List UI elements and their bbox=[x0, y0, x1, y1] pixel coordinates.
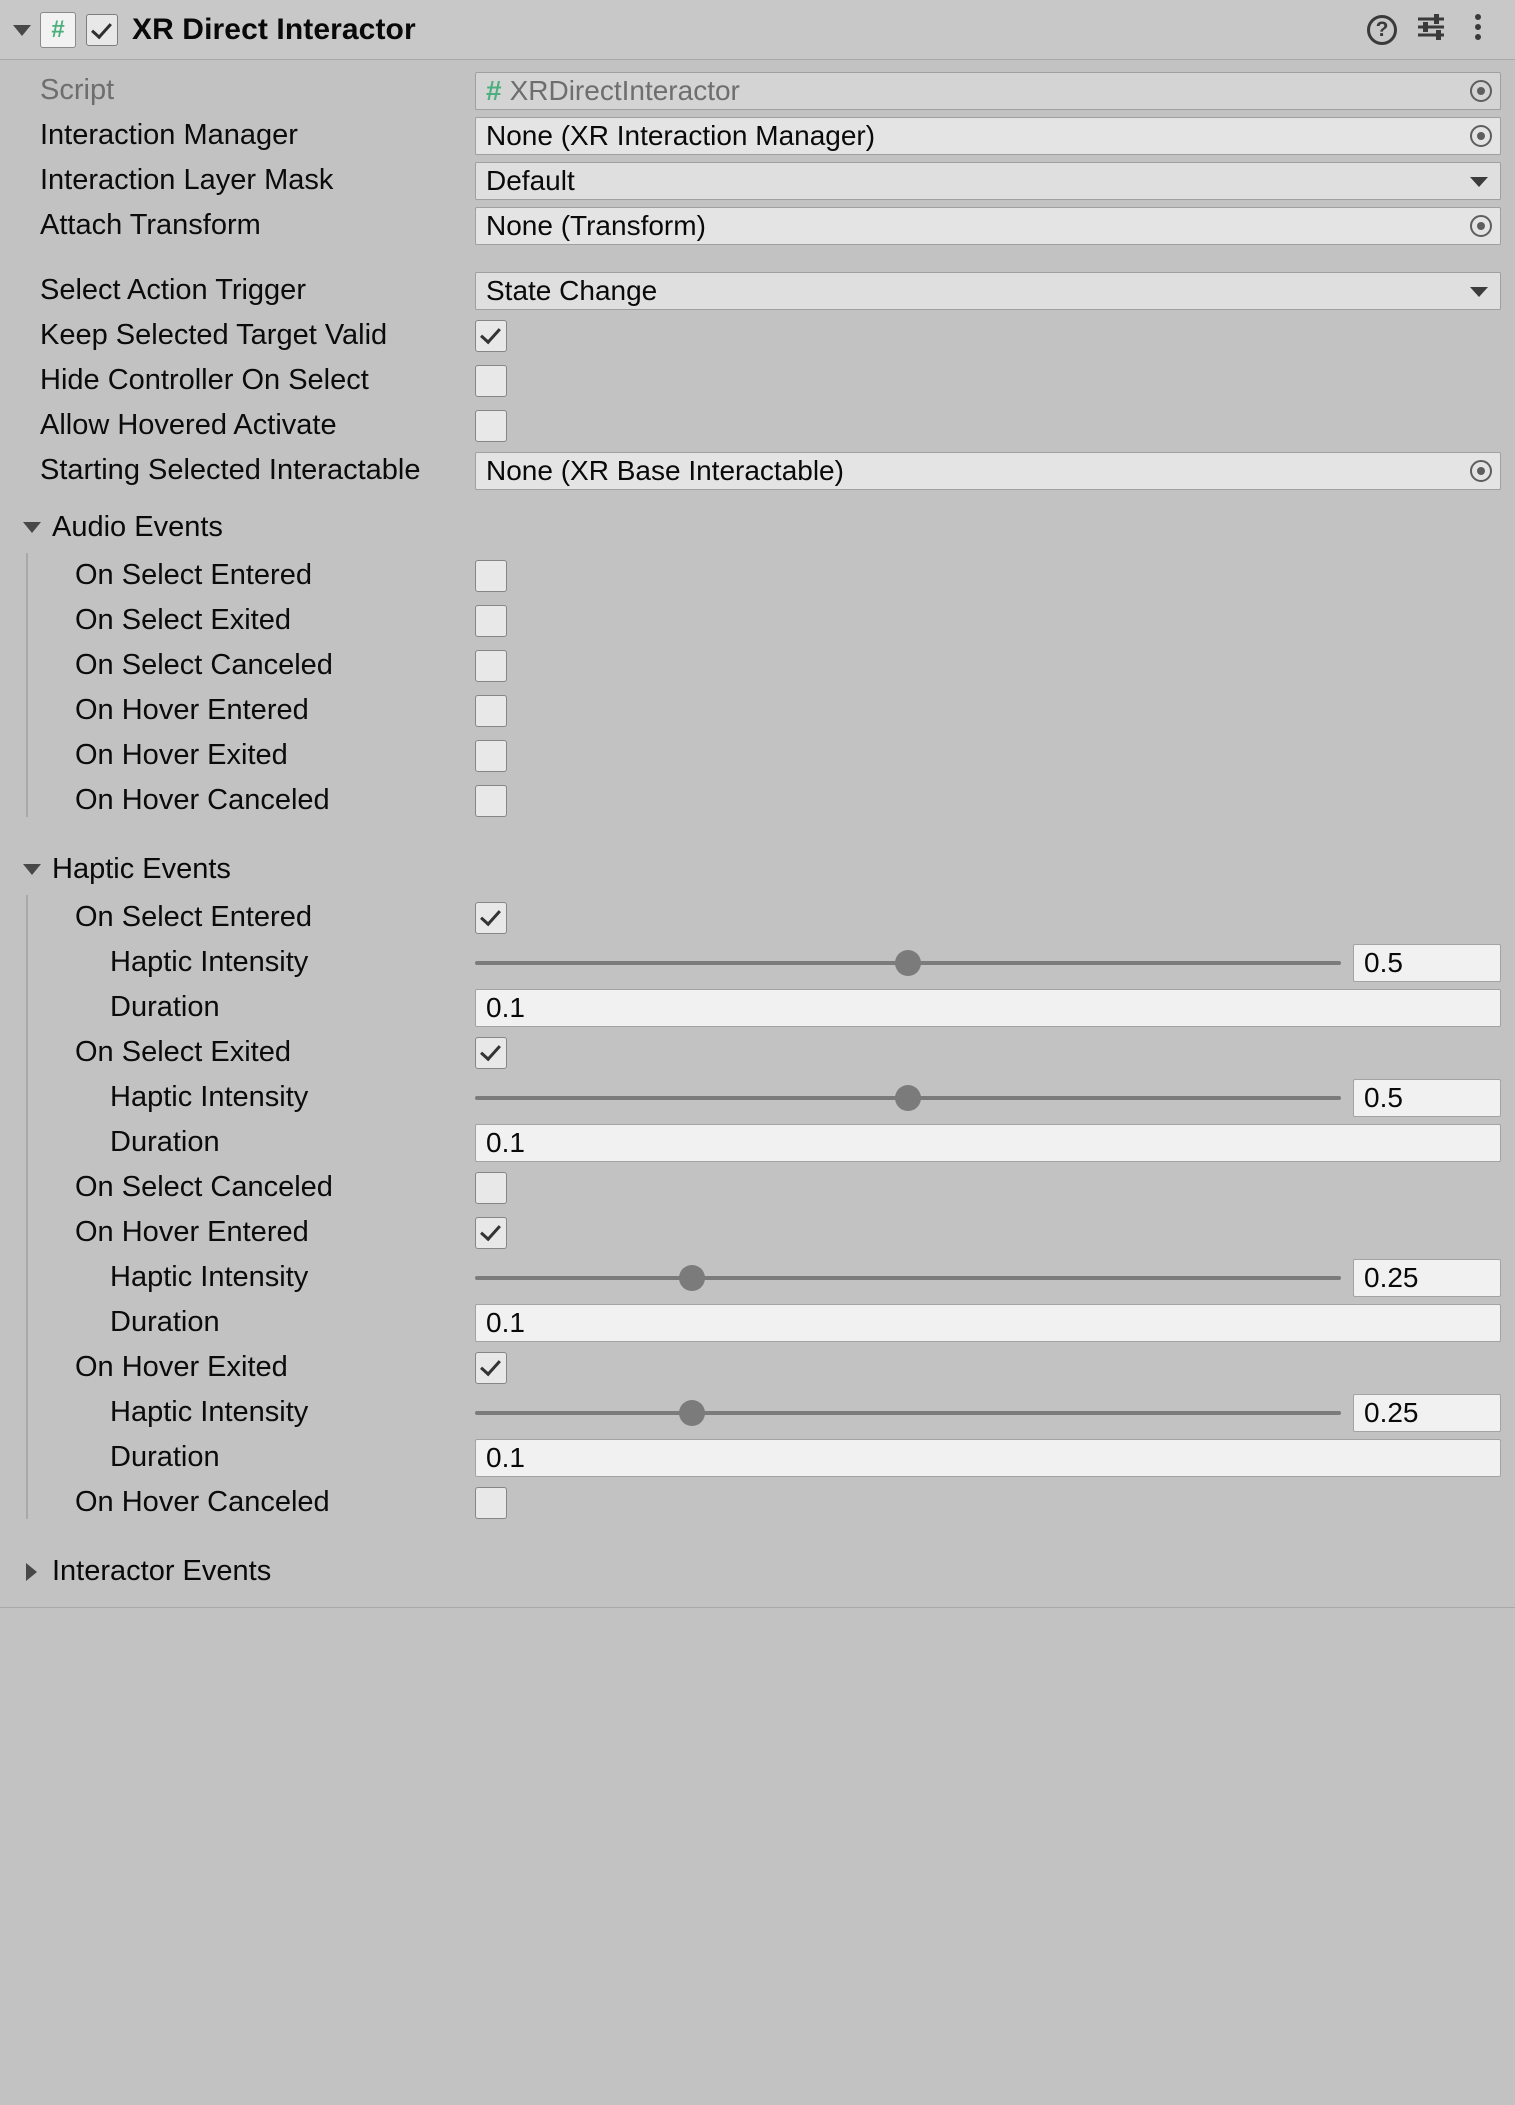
haptic-on-select-canceled-label: On Select Canceled bbox=[75, 1171, 333, 1203]
haptic-on-select-canceled-field bbox=[475, 1172, 1515, 1204]
haptic-on-select-exited-checkbox[interactable] bbox=[475, 1037, 507, 1069]
interaction-layer-mask-field-wrap bbox=[475, 162, 1515, 200]
slider-knob[interactable] bbox=[895, 1085, 921, 1111]
audio-on-hover-exited-label: On Hover Exited bbox=[75, 739, 288, 771]
haptic-intensity-label: Haptic Intensity bbox=[110, 946, 309, 978]
haptic-intensity-label: Haptic Intensity bbox=[110, 1396, 309, 1428]
haptic-events-group bbox=[0, 895, 1515, 1525]
starting-selected-interactable-field-wrap bbox=[475, 452, 1515, 490]
haptic-duration-row bbox=[0, 1120, 1515, 1165]
haptic-intensity-slider-0[interactable] bbox=[475, 944, 1341, 982]
slider-knob[interactable] bbox=[895, 950, 921, 976]
audio-on-hover-entered-field bbox=[475, 695, 1515, 727]
script-value: XRDirectInteractor bbox=[509, 74, 740, 106]
hide-controller-on-select-field-wrap bbox=[475, 365, 1515, 397]
interaction-layer-mask-value: Default bbox=[486, 164, 575, 196]
section-gap-1 bbox=[0, 248, 1515, 268]
audio-events-foldout-arrow-icon[interactable] bbox=[20, 516, 42, 538]
component-enabled-checkbox[interactable] bbox=[86, 14, 118, 46]
section-gap-4 bbox=[0, 1525, 1515, 1545]
script-badge-glyph: # bbox=[51, 15, 65, 43]
attach-transform-field-wrap bbox=[475, 207, 1515, 245]
audio-on-select-canceled-checkbox[interactable] bbox=[475, 650, 507, 682]
haptic-duration-label: Duration bbox=[110, 1441, 220, 1473]
help-icon[interactable]: ? bbox=[1367, 11, 1405, 49]
audio-on-select-exited-checkbox[interactable] bbox=[475, 605, 507, 637]
select-action-trigger-dropdown[interactable] bbox=[475, 272, 1501, 310]
audio-on-select-exited-field bbox=[475, 605, 1515, 637]
haptic-duration-row bbox=[0, 1300, 1515, 1345]
haptic-intensity-value-3[interactable]: 0.25 bbox=[1353, 1259, 1501, 1297]
script-object-picker-icon bbox=[1470, 80, 1492, 102]
haptic-on-hover-entered-label: On Hover Entered bbox=[75, 1216, 309, 1248]
allow-hovered-activate-label: Allow Hovered Activate bbox=[40, 409, 337, 441]
haptic-intensity-row bbox=[0, 940, 1515, 985]
haptic-intensity-label: Haptic Intensity bbox=[110, 1081, 309, 1113]
keep-selected-target-valid-field-wrap bbox=[475, 320, 1515, 352]
haptic-intensity-slider-4[interactable] bbox=[475, 1394, 1341, 1432]
starting-selected-interactable-value: None (XR Base Interactable) bbox=[486, 454, 844, 486]
interaction-manager-field-wrap bbox=[475, 117, 1515, 155]
property-row-keep-selected-target-valid bbox=[0, 313, 1515, 358]
script-badge-icon bbox=[40, 12, 76, 48]
haptic-intensity-row bbox=[0, 1390, 1515, 1435]
haptic-on-hover-entered-checkbox[interactable] bbox=[475, 1217, 507, 1249]
haptic-event-row bbox=[0, 1165, 1515, 1210]
haptic-duration-field bbox=[475, 1304, 1515, 1342]
select-action-trigger-value: State Change bbox=[486, 274, 658, 306]
property-row-script bbox=[0, 68, 1515, 113]
audio-on-hover-entered-checkbox[interactable] bbox=[475, 695, 507, 727]
property-row-hide-controller-on-select bbox=[0, 358, 1515, 403]
section-haptic-events[interactable] bbox=[0, 843, 1515, 895]
property-row-attach-transform bbox=[0, 203, 1515, 248]
attach-transform-object-picker-icon[interactable] bbox=[1470, 215, 1492, 237]
audio-on-hover-exited-checkbox[interactable] bbox=[475, 740, 507, 772]
haptic-event-row bbox=[0, 1030, 1515, 1075]
select-action-trigger-label: Select Action Trigger bbox=[40, 274, 306, 306]
slider-knob[interactable] bbox=[679, 1265, 705, 1291]
haptic-intensity-slider-1[interactable] bbox=[475, 1079, 1341, 1117]
haptic-event-row bbox=[0, 895, 1515, 940]
starting-selected-interactable-object-picker-icon[interactable] bbox=[1470, 460, 1492, 482]
haptic-on-select-exited-label: On Select Exited bbox=[75, 1036, 291, 1068]
haptic-duration-value-1[interactable]: 0.1 bbox=[475, 1124, 1501, 1162]
haptic-on-select-exited-field bbox=[475, 1037, 1515, 1069]
preset-icon[interactable] bbox=[1415, 11, 1453, 49]
audio-on-hover-exited-field bbox=[475, 740, 1515, 772]
haptic-on-hover-exited-field bbox=[475, 1352, 1515, 1384]
property-row-allow-hovered-activate bbox=[0, 403, 1515, 448]
haptic-event-row bbox=[0, 1345, 1515, 1390]
haptic-duration-field bbox=[475, 1439, 1515, 1477]
haptic-duration-value-4[interactable]: 0.1 bbox=[475, 1439, 1501, 1477]
attach-transform-label: Attach Transform bbox=[40, 209, 261, 241]
haptic-duration-label: Duration bbox=[110, 1126, 220, 1158]
interaction-manager-object-field[interactable] bbox=[475, 117, 1501, 155]
interaction-manager-value: None (XR Interaction Manager) bbox=[486, 119, 876, 151]
allow-hovered-activate-field-wrap bbox=[475, 410, 1515, 442]
bottom-divider bbox=[0, 1607, 1515, 1608]
haptic-duration-value-3[interactable]: 0.1 bbox=[475, 1304, 1501, 1342]
audio-event-row bbox=[0, 598, 1515, 643]
audio-event-row bbox=[0, 553, 1515, 598]
hide-controller-on-select-checkbox[interactable] bbox=[475, 365, 507, 397]
interaction-manager-object-picker-icon[interactable] bbox=[1470, 125, 1492, 147]
script-type-icon: # bbox=[486, 74, 502, 106]
interactor-events-title: Interactor Events bbox=[52, 1554, 272, 1587]
chevron-down-icon bbox=[1470, 287, 1488, 297]
page-title: XR Direct Interactor bbox=[132, 12, 416, 46]
keep-selected-target-valid-checkbox[interactable] bbox=[475, 320, 507, 352]
audio-event-row bbox=[0, 733, 1515, 778]
section-gap-3 bbox=[0, 823, 1515, 843]
haptic-intensity-field bbox=[475, 1394, 1515, 1432]
haptic-intensity-row bbox=[0, 1075, 1515, 1120]
haptic-duration-label: Duration bbox=[110, 1306, 220, 1338]
interaction-layer-mask-dropdown[interactable] bbox=[475, 162, 1501, 200]
audio-on-select-entered-label: On Select Entered bbox=[75, 559, 312, 591]
haptic-duration-label: Duration bbox=[110, 991, 220, 1023]
audio-events-title: Audio Events bbox=[52, 510, 223, 543]
audio-event-row bbox=[0, 643, 1515, 688]
haptic-on-select-entered-field bbox=[475, 902, 1515, 934]
script-object-field bbox=[475, 72, 1501, 110]
haptic-events-foldout-arrow-icon[interactable] bbox=[20, 858, 42, 880]
property-row-interaction-layer-mask bbox=[0, 158, 1515, 203]
hide-controller-on-select-label: Hide Controller On Select bbox=[40, 364, 369, 396]
script-field-wrap bbox=[475, 72, 1515, 110]
slider-track bbox=[475, 1276, 1341, 1280]
haptic-event-row bbox=[0, 1480, 1515, 1525]
haptic-on-hover-exited-label: On Hover Exited bbox=[75, 1351, 288, 1383]
haptic-events-title: Haptic Events bbox=[52, 852, 231, 885]
haptic-intensity-value-4[interactable]: 0.25 bbox=[1353, 1394, 1501, 1432]
attach-transform-object-field[interactable] bbox=[475, 207, 1501, 245]
haptic-on-hover-entered-field bbox=[475, 1217, 1515, 1249]
haptic-on-hover-canceled-label: On Hover Canceled bbox=[75, 1486, 330, 1518]
section-gap-2 bbox=[0, 493, 1515, 501]
section-audio-events[interactable] bbox=[0, 501, 1515, 553]
audio-on-select-canceled-field bbox=[475, 650, 1515, 682]
component-foldout-arrow-icon[interactable] bbox=[10, 19, 32, 41]
haptic-on-select-entered-checkbox[interactable] bbox=[475, 902, 507, 934]
haptic-intensity-slider-3[interactable] bbox=[475, 1259, 1341, 1297]
starting-selected-interactable-object-field[interactable] bbox=[475, 452, 1501, 490]
header-gap bbox=[0, 60, 1515, 68]
haptic-duration-field bbox=[475, 1124, 1515, 1162]
audio-event-row bbox=[0, 778, 1515, 823]
slider-track bbox=[475, 1411, 1341, 1415]
script-label: Script bbox=[40, 74, 115, 106]
haptic-duration-row bbox=[0, 985, 1515, 1030]
audio-on-hover-entered-label: On Hover Entered bbox=[75, 694, 309, 726]
chevron-down-icon bbox=[1470, 177, 1488, 187]
haptic-intensity-value-1[interactable]: 0.5 bbox=[1353, 1079, 1501, 1117]
haptic-on-hover-canceled-field bbox=[475, 1487, 1515, 1519]
keep-selected-target-valid-label: Keep Selected Target Valid bbox=[40, 319, 388, 351]
property-row-interaction-manager bbox=[0, 113, 1515, 158]
haptic-intensity-field bbox=[475, 1259, 1515, 1297]
audio-on-select-canceled-label: On Select Canceled bbox=[75, 649, 333, 681]
audio-on-select-exited-label: On Select Exited bbox=[75, 604, 291, 636]
audio-event-row bbox=[0, 688, 1515, 733]
audio-events-group bbox=[0, 553, 1515, 823]
haptic-intensity-field bbox=[475, 944, 1515, 982]
component-header[interactable] bbox=[0, 0, 1515, 60]
interactor-events-foldout-arrow-icon[interactable] bbox=[20, 1560, 42, 1582]
haptic-on-select-canceled-checkbox[interactable] bbox=[475, 1172, 507, 1204]
haptic-duration-row bbox=[0, 1435, 1515, 1480]
audio-on-hover-canceled-field bbox=[475, 785, 1515, 817]
more-options-icon[interactable] bbox=[1463, 11, 1501, 49]
haptic-intensity-value-0[interactable]: 0.5 bbox=[1353, 944, 1501, 982]
haptic-intensity-label: Haptic Intensity bbox=[110, 1261, 309, 1293]
interaction-manager-label: Interaction Manager bbox=[40, 119, 298, 151]
property-row-starting-selected-interactable bbox=[0, 448, 1515, 493]
haptic-duration-field bbox=[475, 989, 1515, 1027]
audio-on-hover-canceled-checkbox[interactable] bbox=[475, 785, 507, 817]
haptic-intensity-field bbox=[475, 1079, 1515, 1117]
haptic-intensity-row bbox=[0, 1255, 1515, 1300]
haptic-on-hover-canceled-checkbox[interactable] bbox=[475, 1487, 507, 1519]
interaction-layer-mask-label: Interaction Layer Mask bbox=[40, 164, 334, 196]
attach-transform-value: None (Transform) bbox=[486, 209, 706, 241]
audio-on-hover-canceled-label: On Hover Canceled bbox=[75, 784, 330, 816]
section-interactor-events[interactable] bbox=[0, 1545, 1515, 1597]
allow-hovered-activate-checkbox[interactable] bbox=[475, 410, 507, 442]
starting-selected-interactable-label: Starting Selected Interactable bbox=[40, 454, 421, 486]
haptic-on-select-entered-label: On Select Entered bbox=[75, 901, 312, 933]
property-row-select-action-trigger bbox=[0, 268, 1515, 313]
haptic-on-hover-exited-checkbox[interactable] bbox=[475, 1352, 507, 1384]
slider-knob[interactable] bbox=[679, 1400, 705, 1426]
haptic-duration-value-0[interactable]: 0.1 bbox=[475, 989, 1501, 1027]
haptic-event-row bbox=[0, 1210, 1515, 1255]
audio-on-select-entered-field bbox=[475, 560, 1515, 592]
audio-on-select-entered-checkbox[interactable] bbox=[475, 560, 507, 592]
select-action-trigger-field-wrap bbox=[475, 272, 1515, 310]
